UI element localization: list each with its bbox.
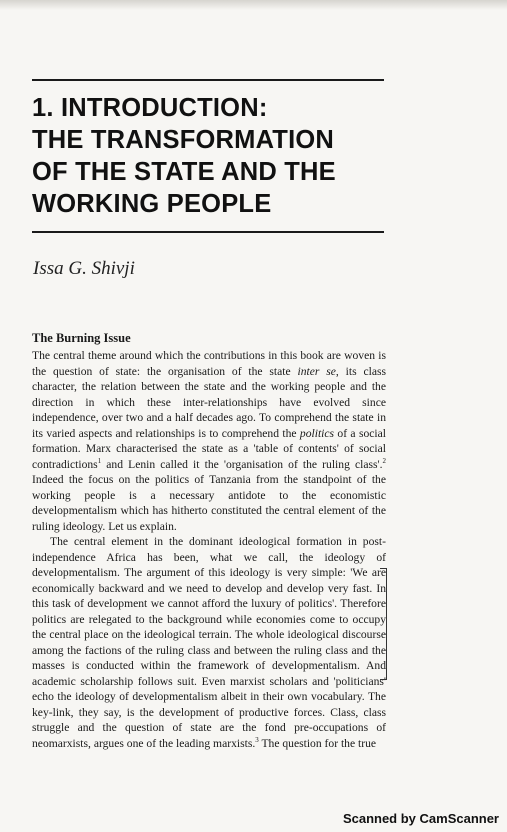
chapter-title-line-4: WORKING PEOPLE (32, 190, 272, 218)
p2-text-b: The question for the true (258, 736, 377, 750)
chapter-title-line-1: 1. INTRODUCTION: (32, 94, 268, 122)
title-bottom-rule (32, 231, 384, 233)
p1-text-e: Indeed the focus on the politics of Tanzania from the standpoint of the working people is a necessary antidote to the economistic developmentalism which has hitherto constituted the central element of the ruling ideology. Let us explain. (32, 473, 386, 533)
p1-text-a: The central theme around which the contributions in this book are woven is the question of state: the organisation of the state (32, 349, 386, 378)
footnote-ref-3: 3 (255, 735, 259, 744)
p1-italic-politics: politics (299, 426, 335, 440)
margin-bracket-annotation (380, 568, 387, 680)
chapter-title (32, 92, 392, 220)
body-text (32, 348, 386, 751)
p1-text-c: of a social formation. Marx characterised the state as a 'table of contents' of social contradictions (32, 426, 386, 471)
footnote-ref-2: 2 (382, 456, 386, 465)
p1-text-d: and Lenin called it the 'organisation of the ruling class'. (101, 457, 383, 471)
p1-italic-inter-se: inter se (297, 364, 336, 378)
p1-text-b: , its class character, the relation between the state and the working people and the direction in which these inter-relationships have evolved since independence, over two and a half decades ago. To comprehend the state in its varied aspects and relationships is to comprehend the (32, 364, 387, 440)
chapter-title-line-2: THE TRANSFORMATION (32, 126, 335, 154)
p2-text-a: The central element in the dominant ideological formation in post-independence Africa has been, what we call, the ideology of developmentalism. The argument of this ideology is very simple: 'We are economically backward and we need to develop and develop very fast. In this task of development we cannot afford the luxury of politics'. Therefore politics are relegated to the background while economies come to occupy the central place on the ideological terrain. The whole ideological discourse among the factions of the ruling class and between the ruling class and the masses is conducted within the framework of developmentalism. And academic scholarship follows suit. Even marxist scholars and 'politicians' echo the ideology of developmentalism albeit in their own vocabulary. The key-link, they say, is the development of productive forces. Class, class struggle and the question of state are the fond pre-occupations of neomarxists, argues one of the leading marxists. (32, 535, 386, 750)
paragraph-2 (32, 534, 386, 751)
title-top-rule (32, 79, 384, 81)
chapter-title-line-3: OF THE STATE AND THE (32, 158, 336, 186)
section-heading: The Burning Issue (32, 331, 131, 345)
footnote-ref-1: 1 (97, 456, 102, 465)
camscanner-watermark: Scanned by CamScanner (342, 811, 499, 826)
paragraph-1 (32, 348, 386, 534)
scan-edge-shadow (0, 0, 507, 10)
author-name: Issa G. Shivji (33, 258, 135, 279)
